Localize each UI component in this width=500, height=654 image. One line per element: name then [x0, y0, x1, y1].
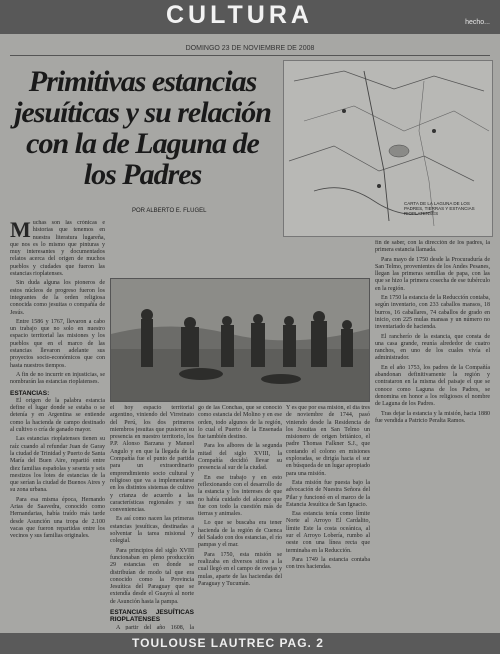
column-4: [286, 405, 370, 630]
paragraph: A fin de no incurrir en injusticias, se nombrarán las estancias rioplatenses.: [10, 371, 105, 386]
paragraph: Las estancias rioplatenses tienen su raíz cuando al refundar Juan de Garay la ciudad de Trinidad y Puerto de Santa María del Buen Aire, repartió entre diez familias españolas y sesenta y seis mestizos los lotes de estancias de la que serían la ciudad de Buenos Aires y su zona urbana.: [10, 436, 105, 494]
paragraph: En ese trabajo y en esto reflexionando con el desarrollo de la estancia y los intereses de que no había cuidado del alcance que fue con todo la cuestión más de tierras y animales.: [198, 474, 282, 518]
historical-map: [283, 60, 493, 237]
paragraph: Para los albores de la segunda mitad del siglo XVIII, la Compañía decidió llevar su presencia al sur de la ciudad.: [198, 443, 282, 472]
paragraph: Para 1750, esta misión se realizaba en diversos sitios a la cual llegó en el campo de ovejas y mulas, aparte de las haciendas del Paraguay y Tucumán.: [198, 551, 282, 587]
paragraph: En 1750 la estancia de la Reducción contaba, según inventario, con 233 caballos mansos, 18 burros, 16 caballares, 74 caballos de grado en inicio, con 225 mulas mansas y un número no inventariado de hacienda.: [375, 295, 490, 331]
article-headline: Primitivas estancias jesuíticas y su relación con la de Laguna de los Padres: [14, 65, 271, 191]
paragraph: go de las Conchas, que se conoció como estancia del Molino y en ese orden, todo algunos de la región, lo cual el Puerto de la Ensenada fue también destino.: [198, 405, 282, 441]
byline: POR ALBERTO E. FLUGEL: [132, 208, 207, 214]
drop-cap: M: [10, 220, 31, 242]
subheading: ESTANCIAS JESUÍTICAS RIOPLATENSES: [110, 609, 194, 624]
section-banner: [0, 0, 500, 34]
paragraph: El origen de la palabra estancia define el lugar donde se estaba o se detenía y en Argentina se entiende como la hacienda de campo destinado al cultivo o cría de ganado mayor.: [10, 397, 105, 434]
map-caption: CARTA DE LA LAGUNA DE LOS PADRES, TIERRAS Y ESTANCIAS RIOPLATENSES: [404, 201, 475, 216]
paragraph: el hoy espacio territorial argentino, viniendo del Virreinato del Perú, los dos primeros miembros jesuitas que pusieron su presencia en nuestro territorio, los P.P. Alonso Barzana y Manuel Angulo y en que la llegada de la Compañía fue el punto de partida para un extraordinario emprendimiento socio cultural y religioso que va a implementarse en los distintos sistemas de cultivo y crianza de acuerdo a las características regionales y sus conveniencias.: [110, 405, 194, 514]
historical-photo: [110, 278, 370, 402]
dateline: DOMINGO 23 DE NOVIEMBRE DE 2008: [185, 45, 315, 52]
paragraph: Y es que por esa misión, el día tres de noviembre de 1744, pasó viniendo desde la Residencia de los Jesuitas en San Telmo un misionero de origen británico, el padre Thomas Falkner S.J., que contando el colono en misiones exploradas, se dirigía hacia el sur en búsqueda de un lugar apropiado para una misión.: [286, 405, 370, 477]
subheading: ESTANCIAS:: [10, 389, 50, 397]
section-url: hecho...: [465, 19, 490, 26]
footer-title: TOULOUSE LAUTREC PAG. 2: [132, 636, 324, 650]
paragraph: fin de saber, con la dirección de los padres, la primera estancia llamada.: [375, 240, 490, 254]
paragraph: Es así como nacen las primeras estancias jesuíticas, destinadas a solventar la tarea misional y colegial.: [110, 516, 194, 545]
paragraph: Entre 1586 y 1767, llevaron a cabo un trabajo que no solo en nuestro espacio territorial las misiones y los pueblos que en el marco de las estancias llevaron adelante sus proyectos socio-económicos que con hasta nuestros tiempos.: [10, 318, 105, 369]
paragraph: Muchas son las crónicas e historias que tenemos en nuestra literatura lugareña, que nos es lo mismo que pinturas y muy interesantes y documentados relatos acerca del origen de muchos pueblos y ciudades que fueron las estancias rioplatenses.: [10, 220, 105, 278]
paragraph: En el año 1753, los padres de la Compañía abandonan definitivamente la región y contrataron en la misma del paisaje el que se conoce como Laguna de los Padres, se denomina en honor a los religiosos el nombre de Laguna de los Padres.: [375, 364, 490, 408]
paragraph: Sin duda alguna los pioneros de estos núcleos de progreso fueron los integrantes de la orden religiosa conocida como jesuitas o compañía de Jesús.: [10, 280, 105, 316]
column-5: [375, 240, 490, 630]
column-1: [10, 220, 105, 630]
divider: [10, 55, 490, 56]
column-2: [110, 405, 194, 630]
paragraph: Para principios del siglo XVIII funcionaban en pleno producción 29 estancias en donde se distribuían de modo tal que era conocido como la Provincia Jesuítica del Paraguay que se extendía desde el Guayrá al norte de Asunción hasta la pampa.: [110, 547, 194, 605]
paragraph: Para 1749 la estancia contaba con tres haciendas.: [286, 556, 370, 571]
section-title: CULTURA: [166, 1, 313, 29]
paragraph: Esa estancia tenía como límite Norte al Arroyo El Cardalito, límite Este la costa oceánica, al sur el Arroyo Lobería, rumbo al oeste con una línea recta que terminaba en la Reducción.: [286, 511, 370, 554]
paragraph: Tras dejar la estancia y la misión, hacia 1880 fue vendida a Patricio Peralta Ramos.: [375, 410, 490, 424]
paragraph: Esta misión fue puesta bajo la advocación de Nuestra Señora del Pilar y funcionó en el marco de la Estancia Jesuítica de San Ignacio.: [286, 479, 370, 508]
paragraph: Para esa misma época, Hernando Arias de Saavedra, conocido como Hernandarias, había traído más tarde desde Asunción una tropa de 2.100 vacas que fueron repartidas entre los vecinos y sus familias originales.: [10, 496, 105, 540]
paragraph: El rancherío de la estancia, que consta de una casa grande, reunía alrededor de cuatro ranchos, en uno de los cuales vivía el administrador.: [375, 333, 490, 362]
paragraph: A partir del año 1608, la: [116, 624, 194, 630]
page-footer: [0, 633, 500, 654]
photo-drawing: [111, 279, 369, 401]
column-3: [198, 405, 282, 630]
paragraph: Para mayo de 1750 desde la Procuraduría de San Telmo, provenientes de los Andes Pesanes, llegan las primeras semillas de papa, con las que se hizo la primera cosecha de ese tubérculo en la región.: [375, 256, 490, 292]
paragraph: Lo que se buscaba era tener hacienda de la región de Cuenca del Salado con dos estancias, el río pampas y el mar.: [198, 520, 282, 549]
